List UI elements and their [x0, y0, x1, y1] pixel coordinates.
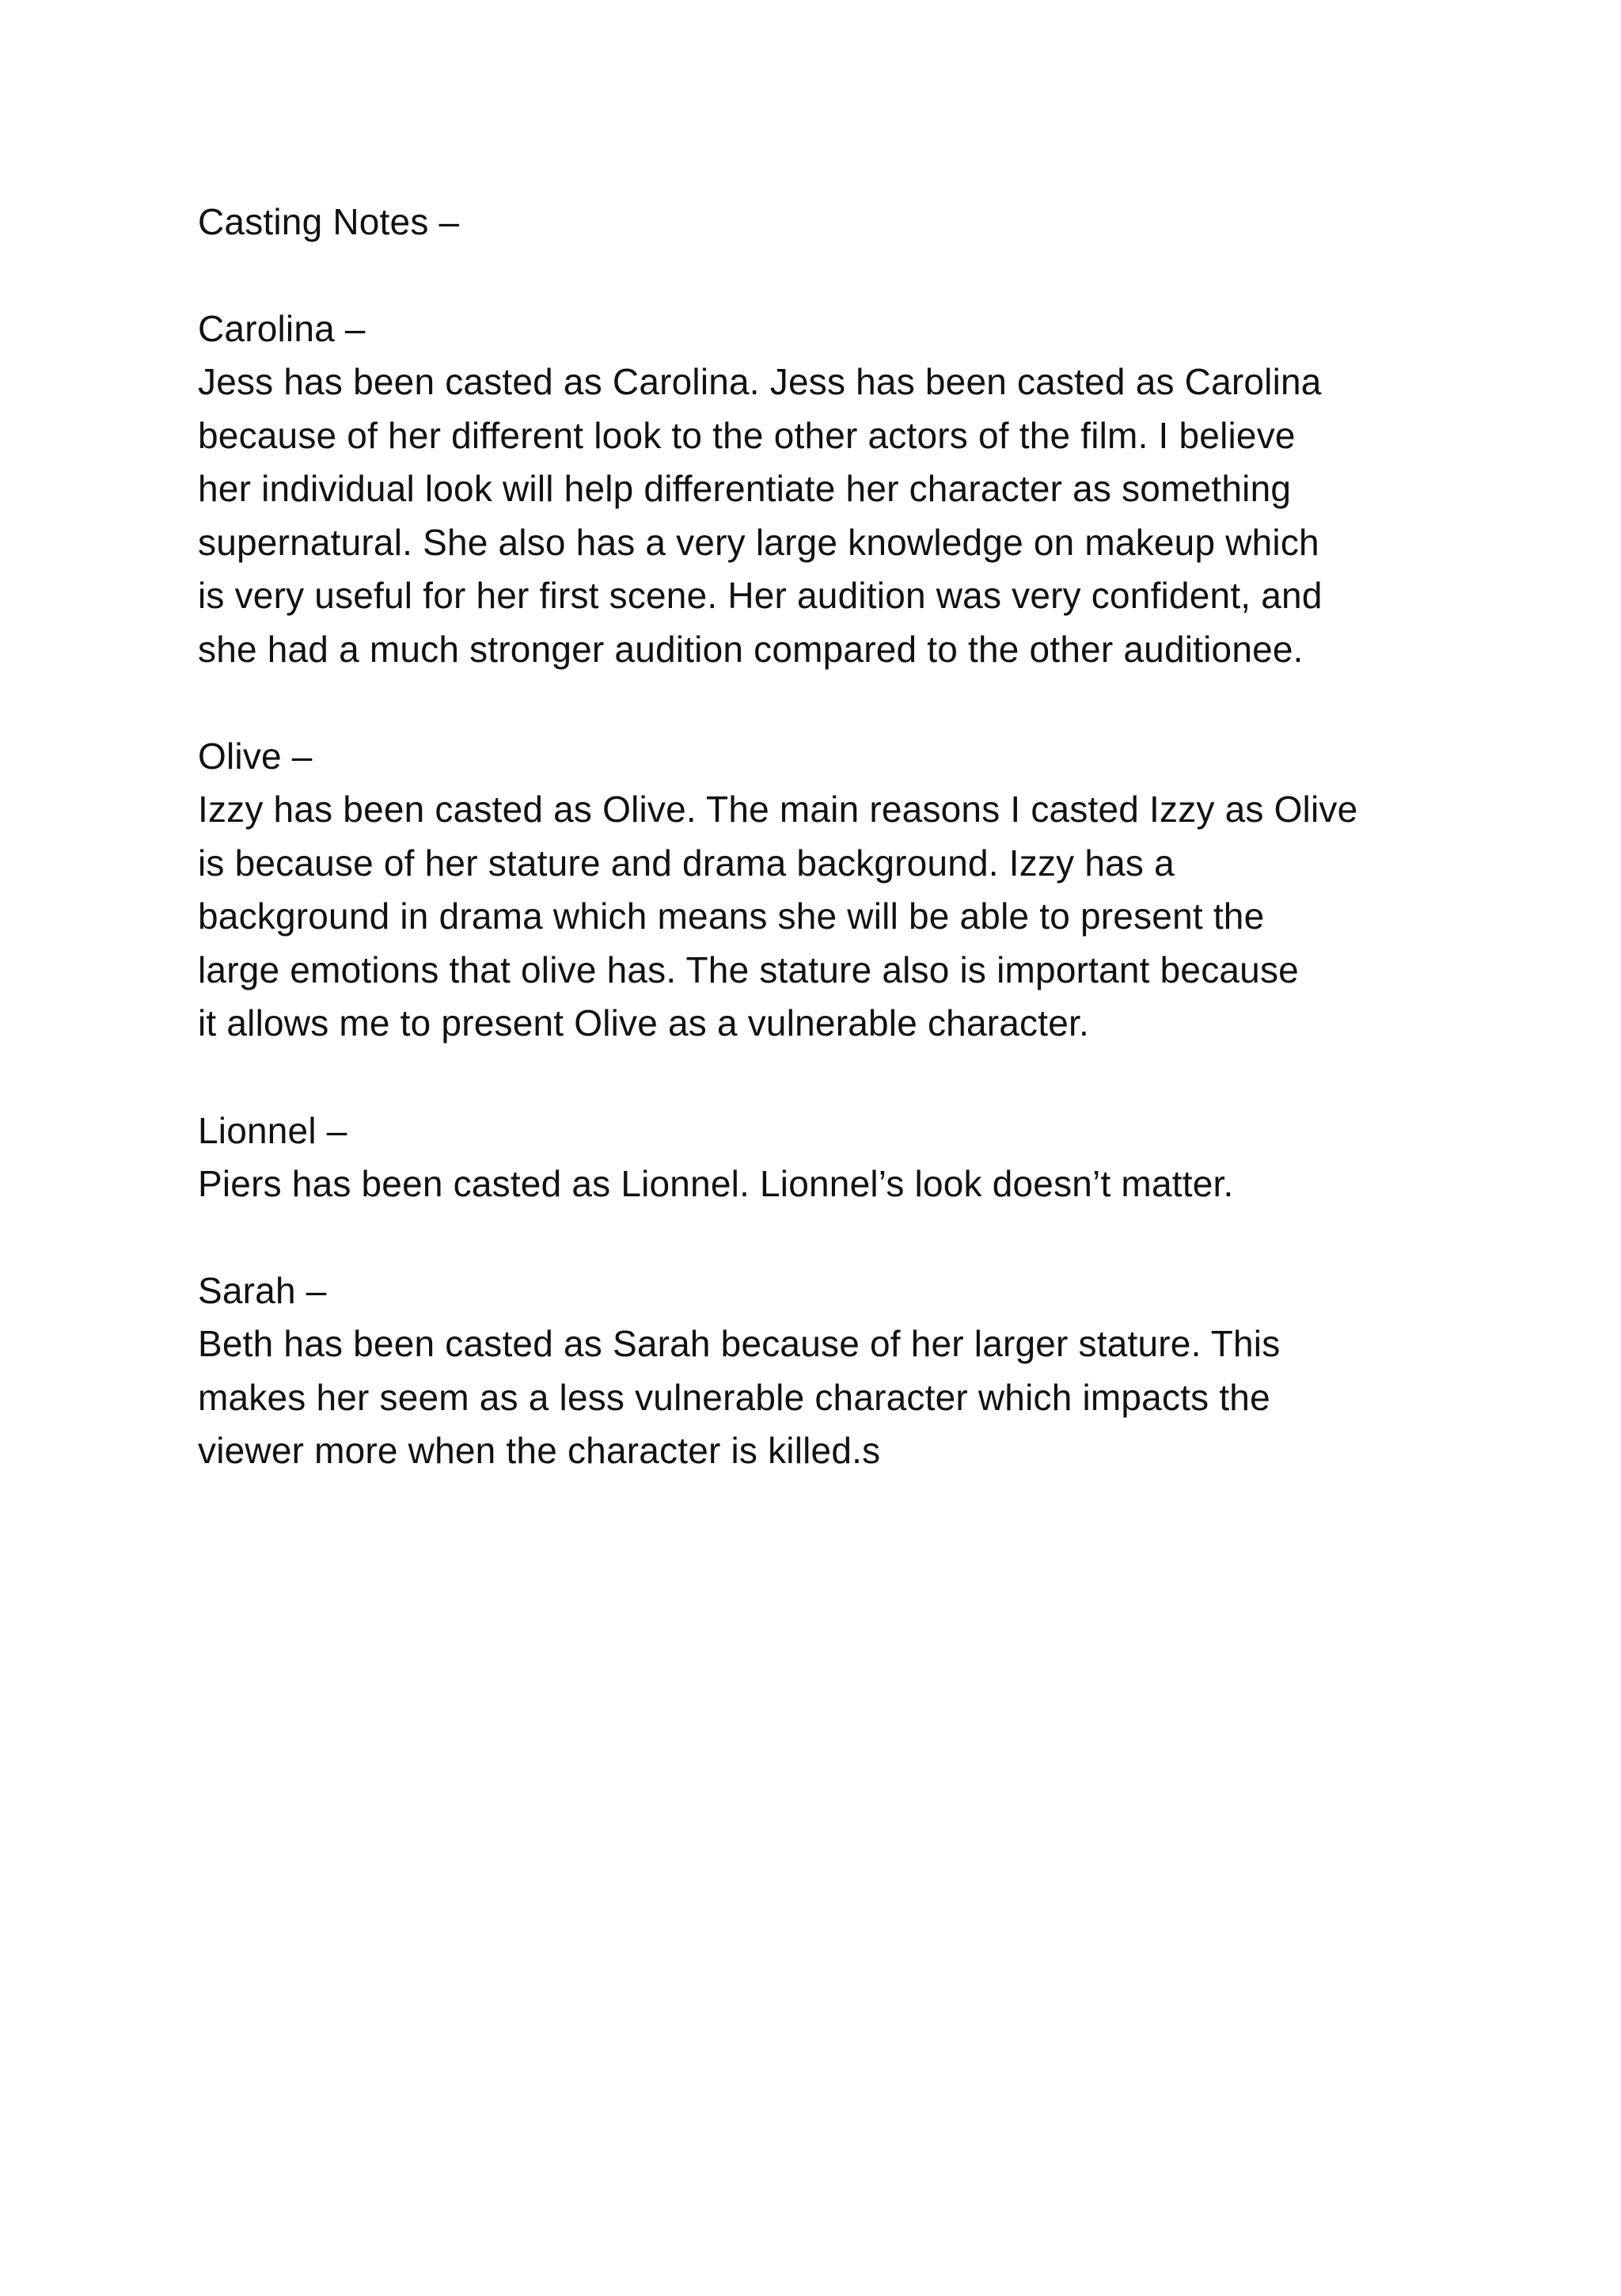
section-title-olive: Olive –: [198, 736, 313, 777]
section-body-carolina: Jess has been casted as Carolina. Jess has been casted as Carolina because of her different look to the other actors of the film. I believe her individual look will help differentiate her character as something supernatural. She also has a very large knowledge on makeup which is very useful for her first scene. Her audition was very confident, and she had a much stronger audition compared to the other auditionee.: [198, 361, 1323, 670]
section-body-olive: Izzy has been casted as Olive. The main reasons I casted Izzy as Olive is because of her stature and drama background. Izzy has a background in drama which means she will be able to present the large emotions that olive has. The stature also is important because it allows me to present Olive as a vulnerable character.: [198, 789, 1358, 1043]
section-title-carolina: Carolina –: [198, 308, 366, 349]
section-body-sarah: Beth has been casted as Sarah because of her larger stature. This makes her seem as a less vulnerable character which impacts the viewer more when the character is killed.s: [198, 1323, 1281, 1471]
section-title-sarah: Sarah –: [198, 1270, 327, 1311]
section-body-lionnel: Piers has been casted as Lionnel. Lionnel’s look doesn’t matter.: [198, 1162, 1234, 1204]
section-sarah: [198, 1264, 1463, 1478]
document-heading: Casting Notes –: [198, 201, 460, 242]
section-lionnel: [198, 1104, 1463, 1211]
section-olive: [198, 729, 1463, 1051]
section-carolina: [198, 302, 1463, 676]
section-title-lionnel: Lionnel –: [198, 1109, 347, 1151]
